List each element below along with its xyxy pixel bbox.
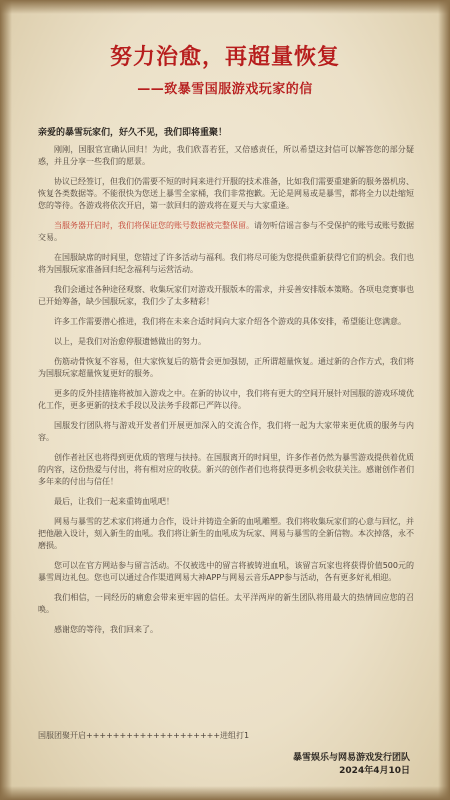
- paragraph: 国服发行团队将与游戏开发者们开展更加深入的交流合作，我们将一起为大家带来更优质的服务与内容。: [38, 421, 414, 442]
- paragraph: 刚刚，国服官宣确认回归！为此，我们欣喜若狂，又倍感责任，所以希望这封信可以解答您的部分疑惑，并且分享一些我们的愿景。: [38, 145, 414, 166]
- burnt-edge-left: [0, 0, 12, 800]
- signature-date: 2024年4月10日: [339, 766, 410, 776]
- paragraph-account-data: [38, 220, 414, 244]
- paragraph: 您可以在官方网站参与留言活动。不仅被选中的留言将被铸进血吼，该留言玩家也将获得价值500元的暴雪周边礼包。您也可以通过合作渠道网易大神APP与网易云音乐APP参与活动，各有更多好礼相迎。: [38, 561, 414, 582]
- burnt-edge-bottom: [0, 786, 450, 800]
- paragraph: 以上，是我们对治愈停服遗憾做出的努力。: [54, 337, 206, 346]
- paragraph: 我们相信，一同经历的痛愈会带来更牢固的信任。太平洋两岸的新生团队将用最大的热情回应您的召唤。: [38, 593, 414, 614]
- paragraph: 协议已经签订，但我们仍需要不短的时间来进行开服的技术准备，比如我们需要重建新的服务器机房、恢复各类数据等。不能很快为您送上暴雪全家桶，我们非常抱歉。无论是网易或是暴雪，都将全力以赴缩短您的等待。各游戏将依次开启，第一款回归的游戏将在夏天与大家重逢。: [38, 177, 414, 210]
- letter-title: 努力治愈，再超量恢复: [109, 44, 340, 70]
- paragraph: 感谢您的等待，我们回来了。: [54, 625, 158, 634]
- signature-org: 暴雪娱乐与网易游戏发行团队: [292, 753, 410, 763]
- paragraph: 许多工作需要潜心推进，我们将在未来合适时间向大家介绍各个游戏的具体安排，希望能让您满意。: [54, 317, 406, 326]
- paragraph: 伤筋动骨恢复不容易，但大家恢复后的筋骨会更加强韧，正所谓超量恢复。通过新的合作方式，我们将为国服玩家超量恢复更好的服务。: [38, 357, 414, 378]
- paragraph: 最后，让我们一起来重铸血吼吧！: [54, 497, 174, 506]
- letter-subtitle: ——致暴雪国服游戏玩家的信: [137, 82, 313, 97]
- paragraph: 创作者社区也将得到更优质的管理与扶持。在国服离开的时间里，许多作者仍然为暴雪游戏提供着优质的内容，这份热爱与付出，将有相对应的收获。新兴的创作者们也将获得更多机会收获关注。感谢创作者们多年来的付出与信任！: [38, 453, 414, 486]
- closing-line: 国服团聚开启++++++++++++++++++++进组打1: [38, 731, 250, 740]
- paragraph: 网易与暴雪的艺术家们将通力合作，设计并铸造全新的血吼雕塑。我们将收集玩家们的心意与回忆，并把他融入设计，刻入新生的血吼。我们将让新生的血吼成为玩家、网易与暴雪的全新信物。本次掉落，永不磨损。: [38, 517, 414, 550]
- burnt-edge-right: [438, 0, 450, 800]
- letter-greeting: 亲爱的暴雪玩家们，好久不见，我们即将重聚！: [38, 128, 228, 138]
- paragraph: 我们会通过各种途径观察、收集玩家们对游戏开服版本的需求，并妥善安排版本策略。各项电竞赛事也已开始筹备，缺少国服玩家，我们少了太多精彩！: [38, 285, 414, 306]
- highlight-text: 当服务器开启时，我们将保证您的账号数据被完整保留。: [54, 221, 254, 230]
- paragraph: 更多的反外挂措施将被加入游戏之中。在新的协议中，我们将有更大的空间开展针对国服的游戏环境优化工作，更多更新的技术手段以及法务手段都已严阵以待。: [38, 389, 414, 410]
- burnt-edge-top: [0, 0, 450, 14]
- signature-block: [170, 752, 410, 778]
- paragraph-text: 请勿听信谣言参与不受保护的账号或账号数据交易。: [38, 221, 414, 242]
- letter-body: [38, 144, 414, 644]
- paragraph: 在国服缺席的时间里，您错过了许多活动与福利。我们将尽可能为您提供重新获得它们的机会。我们也将为国服玩家准备回归纪念福利与运营活动。: [38, 253, 414, 274]
